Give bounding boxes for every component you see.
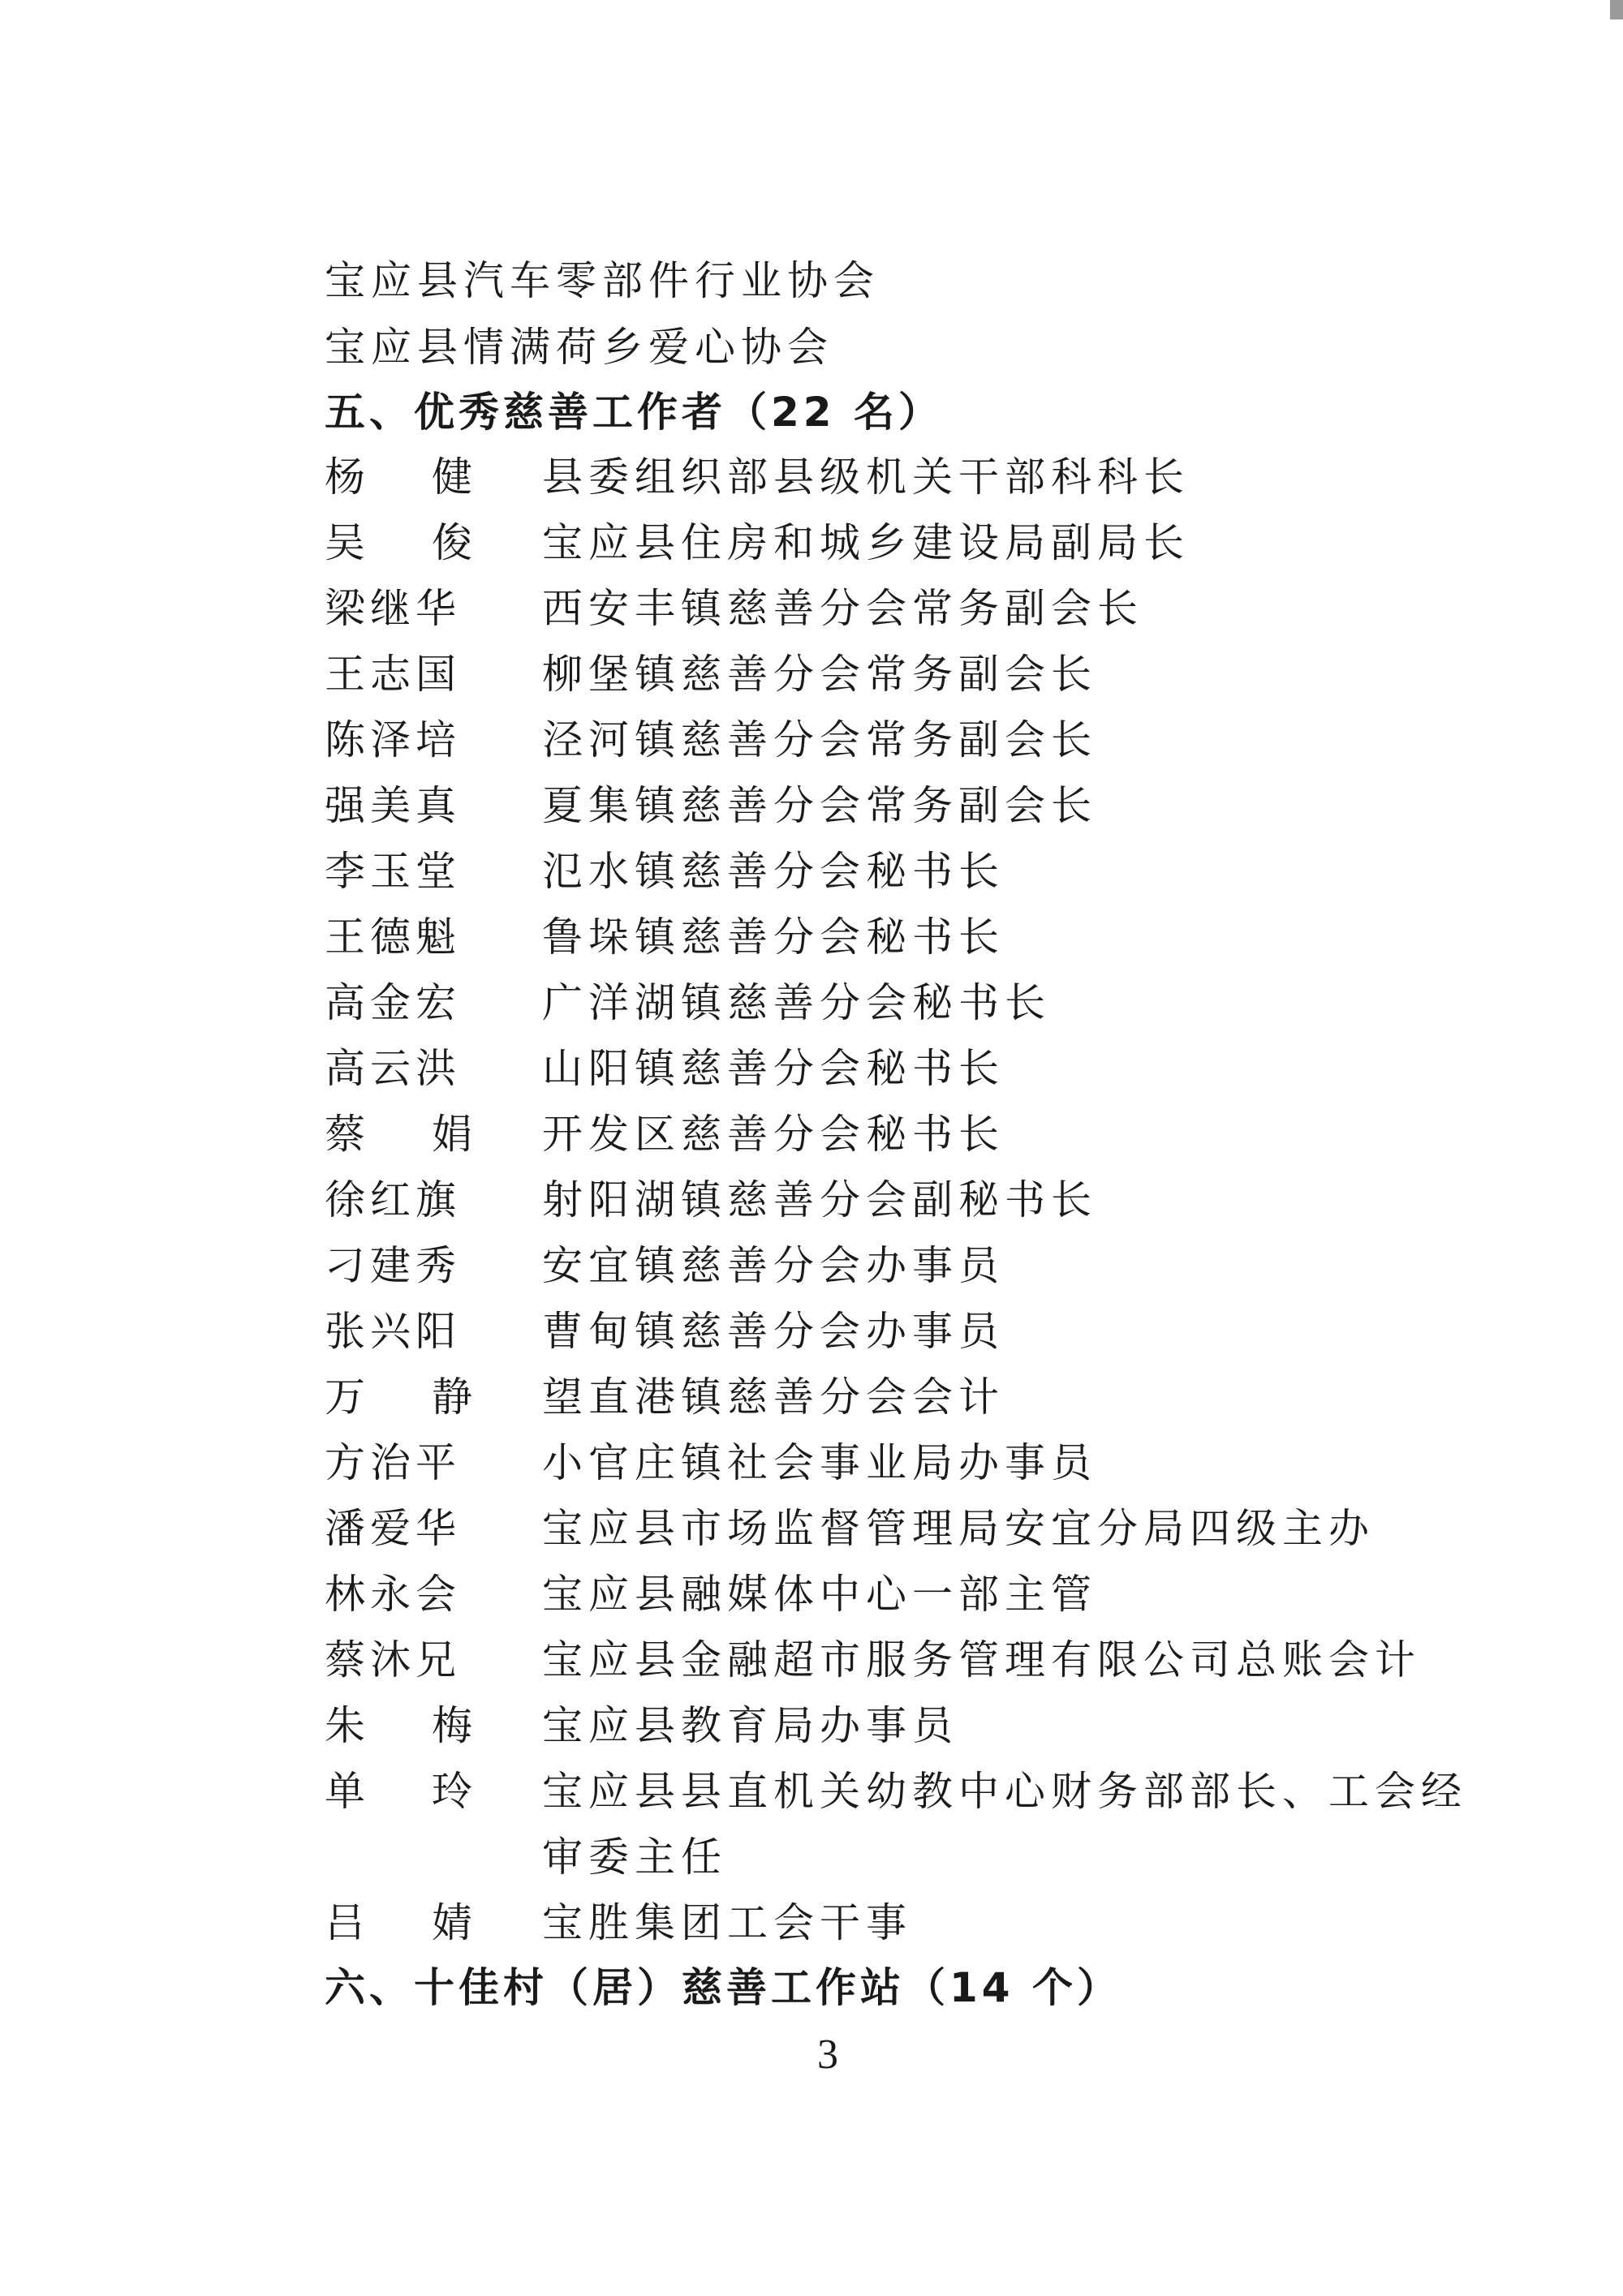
person-name: 潘爱华 — [325, 1505, 461, 1552]
person-duty: 鲁垛镇慈善分会秘书长 — [542, 914, 1005, 961]
person-duty: 宝应县金融超市服务管理有限公司总账会计 — [542, 1636, 1421, 1683]
organization-line: 宝应县汽车零部件行业协会 — [325, 257, 880, 304]
person-name: 万静 — [325, 1374, 539, 1421]
person-name: 蔡沐兄 — [325, 1636, 461, 1683]
person-name: 徐红旗 — [325, 1176, 461, 1223]
person-duty: 宝应县县直机关幼教中心财务部部长、工会经 — [542, 1768, 1467, 1815]
page-number: 3 — [817, 2032, 838, 2078]
person-name: 方治平 — [325, 1439, 461, 1486]
person-name: 朱梅 — [325, 1702, 539, 1749]
person-name: 杨健 — [325, 454, 539, 501]
person-name: 王志国 — [325, 651, 461, 698]
person-duty: 柳堡镇慈善分会常务副会长 — [542, 651, 1097, 698]
person-name: 王德魁 — [325, 914, 461, 961]
person-name: 吴俊 — [325, 519, 539, 566]
scan-corner-mark — [1610, 0, 1623, 19]
person-duty: 小官庄镇社会事业局办事员 — [542, 1439, 1097, 1486]
person-duty: 县委组织部县级机关干部科科长 — [542, 454, 1190, 501]
person-duty: 宝应县教育局办事员 — [542, 1702, 958, 1749]
person-name: 蔡娟 — [325, 1111, 539, 1158]
person-name: 吕婧 — [325, 1899, 539, 1946]
person-duty: 曹甸镇慈善分会办事员 — [542, 1308, 1005, 1355]
person-name: 高金宏 — [325, 979, 461, 1026]
person-duty: 宝应县市场监督管理局安宜分局四级主办 — [542, 1505, 1375, 1552]
person-duty: 西安丰镇慈善分会常务副会长 — [542, 585, 1143, 632]
person-duty: 宝应县住房和城乡建设局副局长 — [542, 519, 1190, 566]
person-duty: 氾水镇慈善分会秘书长 — [542, 848, 1005, 895]
person-duty: 泾河镇慈善分会常务副会长 — [542, 716, 1097, 763]
person-duty: 开发区慈善分会秘书长 — [542, 1111, 1005, 1158]
person-duty: 宝胜集团工会干事 — [542, 1899, 912, 1946]
section-heading: 五、优秀慈善工作者（22 名） — [325, 389, 943, 436]
person-name: 李玉堂 — [325, 848, 461, 895]
person-duty: 宝应县融媒体中心一部主管 — [542, 1571, 1097, 1618]
person-duty: 广洋湖镇慈善分会秘书长 — [542, 979, 1051, 1026]
person-duty: 山阳镇慈善分会秘书长 — [542, 1045, 1005, 1092]
person-name: 林永会 — [325, 1571, 461, 1618]
person-name: 高云洪 — [325, 1045, 461, 1092]
person-name: 梁继华 — [325, 585, 461, 632]
organization-line: 宝应县情满荷乡爱心协会 — [325, 324, 833, 371]
person-name: 强美真 — [325, 782, 461, 829]
person-name: 陈泽培 — [325, 716, 461, 763]
person-name: 张兴阳 — [325, 1308, 461, 1355]
person-name: 刁建秀 — [325, 1242, 461, 1289]
person-duty: 望直港镇慈善分会会计 — [542, 1374, 1005, 1421]
person-duty: 安宜镇慈善分会办事员 — [542, 1242, 1005, 1289]
person-duty-continued: 审委主任 — [542, 1834, 727, 1881]
person-duty: 射阳湖镇慈善分会副秘书长 — [542, 1176, 1097, 1223]
person-duty: 夏集镇慈善分会常务副会长 — [542, 782, 1097, 829]
section-heading: 六、十佳村（居）慈善工作站（14 个） — [325, 1964, 1121, 2011]
person-name: 单玲 — [325, 1768, 539, 1815]
